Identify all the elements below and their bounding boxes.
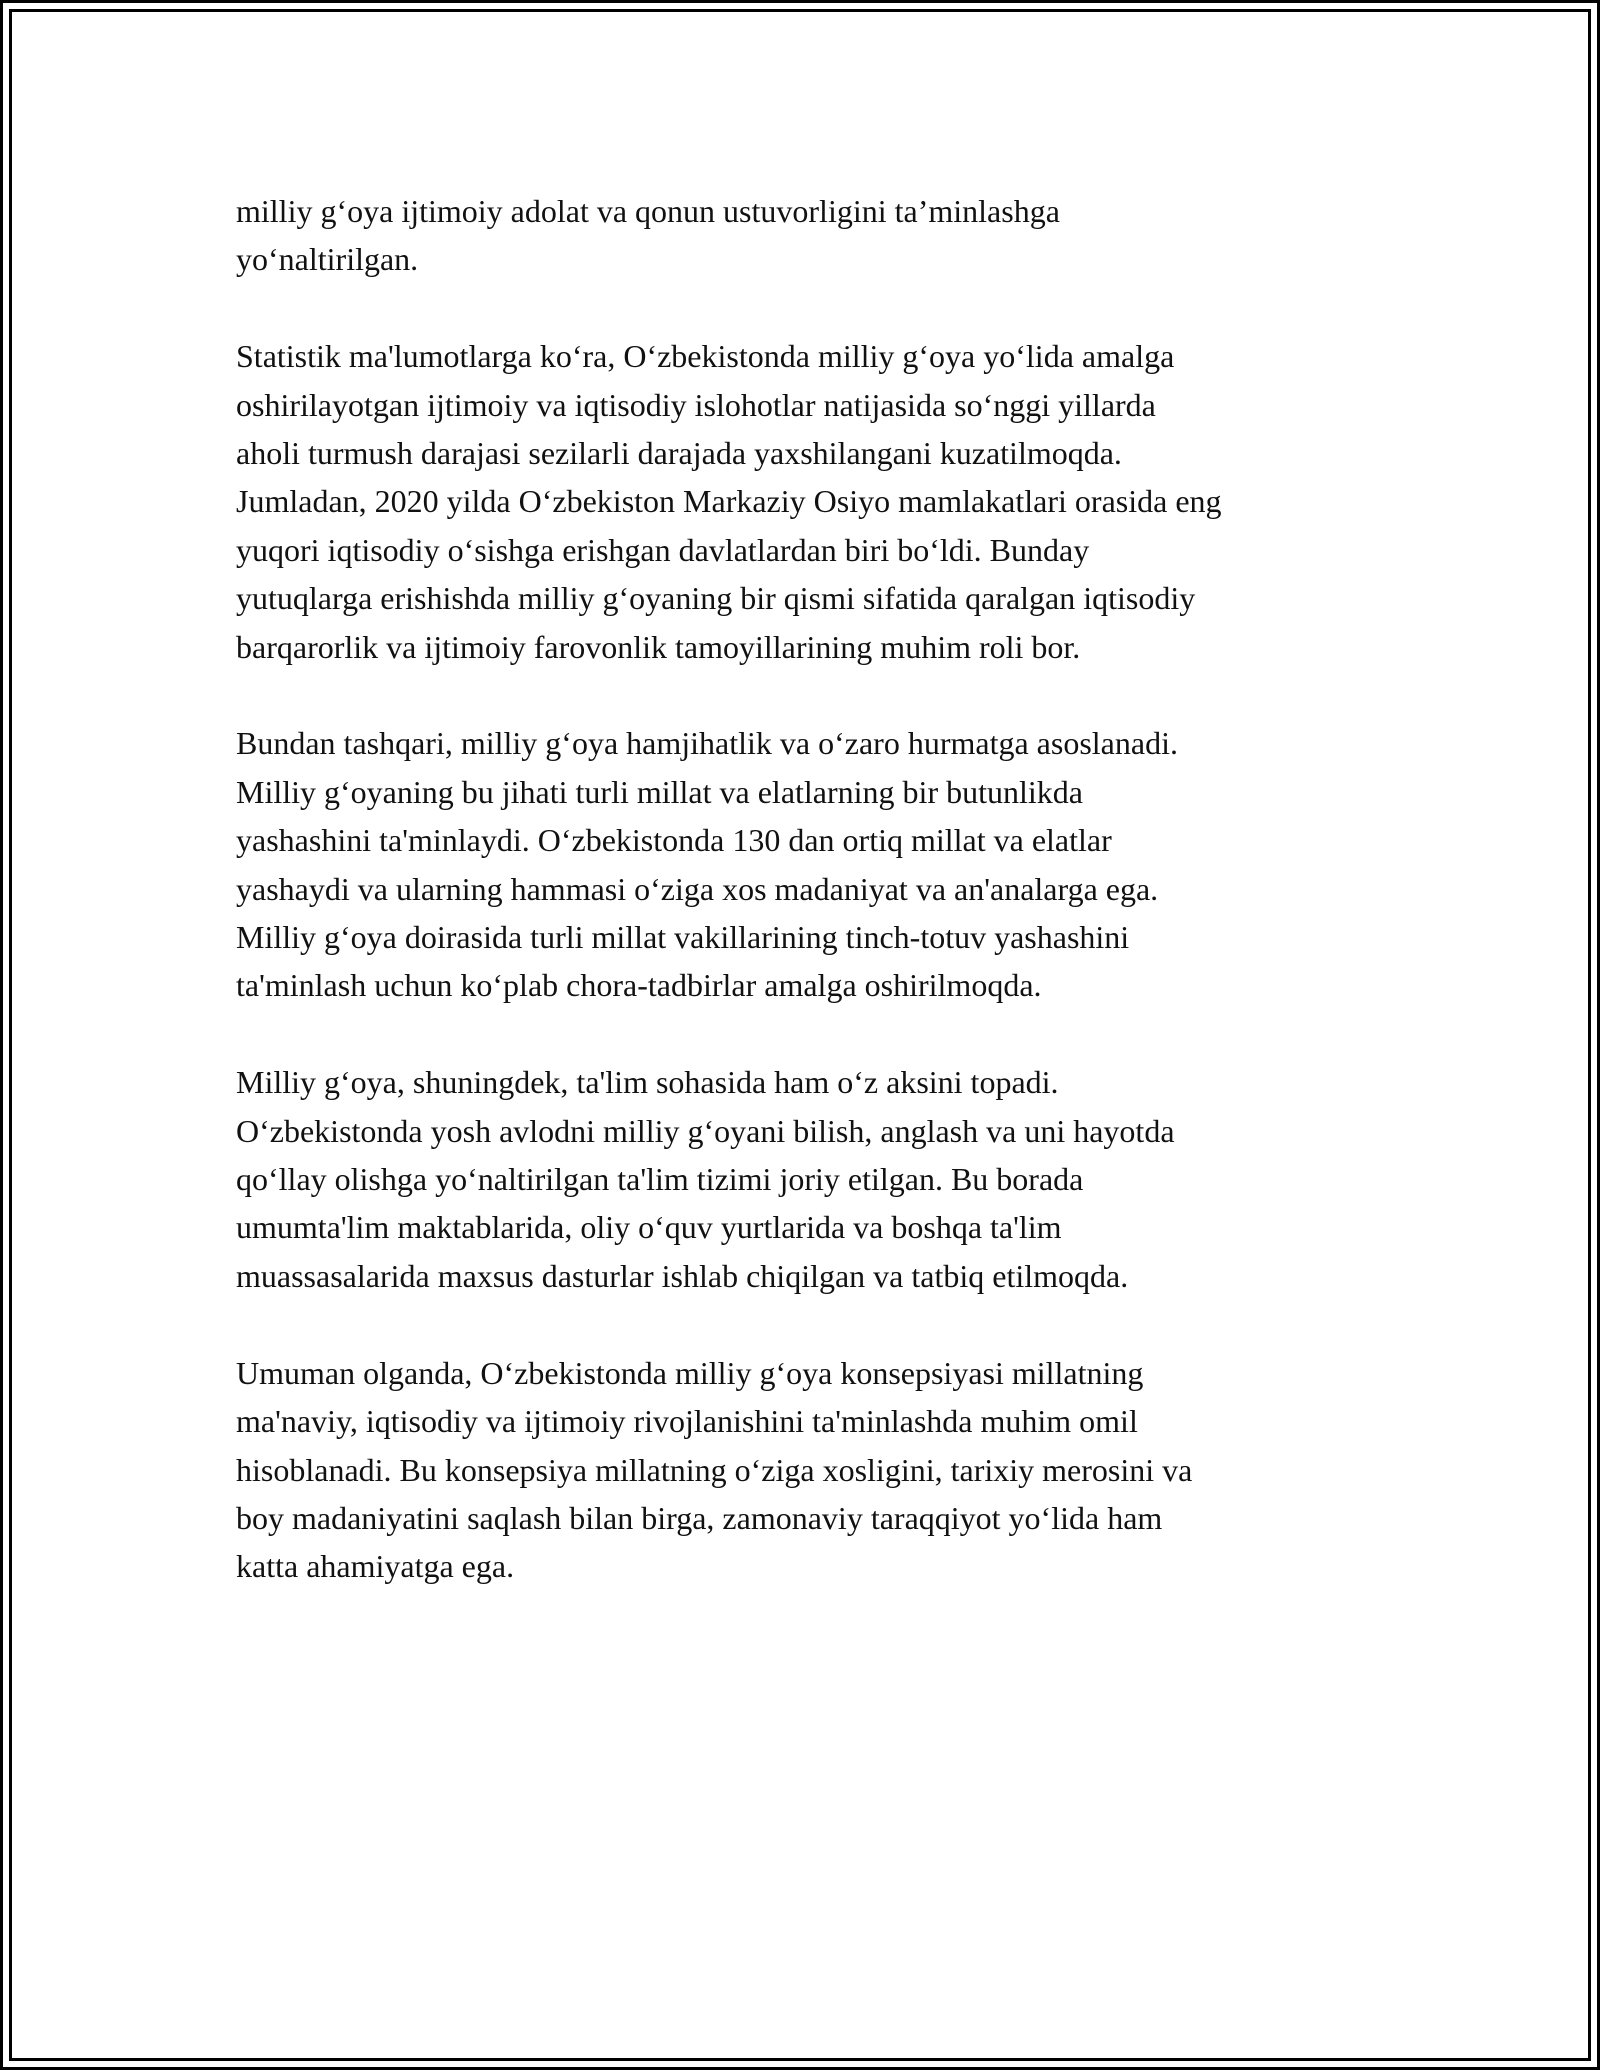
text-line: Milliy g‘oya doirasida turli millat vakillarining tinch-totuv yashashini (236, 919, 1130, 956)
text-line: milliy g‘oya ijtimoiy adolat va qonun ustuvorligini ta’minlashga (236, 193, 1060, 229)
paragraph (236, 332, 1396, 671)
text-line: yutuqlarga erishishda milliy g‘oyaning bir qismi sifatida qaralgan iqtisodiy (236, 580, 1196, 617)
text-line: boy madaniyatini saqlash bilan birga, zamonaviy taraqqiyot yo‘lida ham (236, 1499, 1163, 1536)
text-line: Umuman olganda, O‘zbekistonda milliy g‘oya konsepsiyasi millatning (236, 1354, 1144, 1391)
text-line: yashaydi va ularning hammasi o‘ziga xos madaniyat va an'analarga ega. (236, 870, 1159, 907)
text-line: yashashini ta'minlaydi. O‘zbekistonda 130 dan ortiq millat va elatlar (236, 822, 1112, 859)
text-line: katta ahamiyatga ega. (236, 1548, 515, 1585)
paragraph (236, 187, 1396, 284)
text-line: Jumladan, 2020 yilda O‘zbekiston Markaziy Osiyo mamlakatlari orasida eng (236, 483, 1222, 520)
text-line: yo‘naltirilgan. (236, 241, 419, 278)
text-line: ma'naviy, iqtisodiy va ijtimoiy rivojlanishini ta'minlashda muhim omil (236, 1403, 1138, 1440)
text-line: O‘zbekistonda yosh avlodni milliy g‘oyani bilish, anglash va uni hayotda (236, 1112, 1175, 1149)
paragraph (236, 719, 1396, 1009)
paragraph (236, 1058, 1396, 1300)
document-body (236, 187, 1396, 1639)
text-line: barqarorlik va ijtimoiy farovonlik tamoyillarining muhim roli bor. (236, 628, 1081, 665)
text-line: oshirilayotgan ijtimoiy va iqtisodiy islohotlar natijasida so‘nggi yillarda (236, 386, 1156, 423)
text-line: Milliy g‘oya, shuningdek, ta'lim sohasida ham o‘z aksini topadi. (236, 1064, 1059, 1101)
text-line: Statistik ma'lumotlarga ko‘ra, O‘zbekistonda milliy g‘oya yo‘lida amalga (236, 338, 1175, 375)
text-line: aholi turmush darajasi sezilarli darajada yaxshilangani kuzatilmoqda. (236, 435, 1122, 472)
text-line: Bundan tashqari, milliy g‘oya hamjihatlik va o‘zaro hurmatga asoslanadi. (236, 725, 1178, 762)
text-line: hisoblanadi. Bu konsepsiya millatning o‘ziga xosligini, tarixiy merosini va (236, 1451, 1193, 1488)
text-line: qo‘llay olishga yo‘naltirilgan ta'lim tizimi joriy etilgan. Bu borada (236, 1161, 1084, 1198)
text-line: muassasalarida maxsus dasturlar ishlab chiqilgan va tatbiq etilmoqda. (236, 1257, 1129, 1294)
text-line: ta'minlash uchun ko‘plab chora-tadbirlar amalga oshirilmoqda. (236, 967, 1042, 1004)
text-line: Milliy g‘oyaning bu jihati turli millat va elatlarning bir butunlikda (236, 773, 1083, 810)
paragraph (236, 1349, 1396, 1591)
text-line: umumta'lim maktablarida, oliy o‘quv yurtlarida va boshqa ta'lim (236, 1209, 1062, 1246)
text-line: yuqori iqtisodiy o‘sishga erishgan davlatlardan biri bo‘ldi. Bunday (236, 531, 1090, 568)
